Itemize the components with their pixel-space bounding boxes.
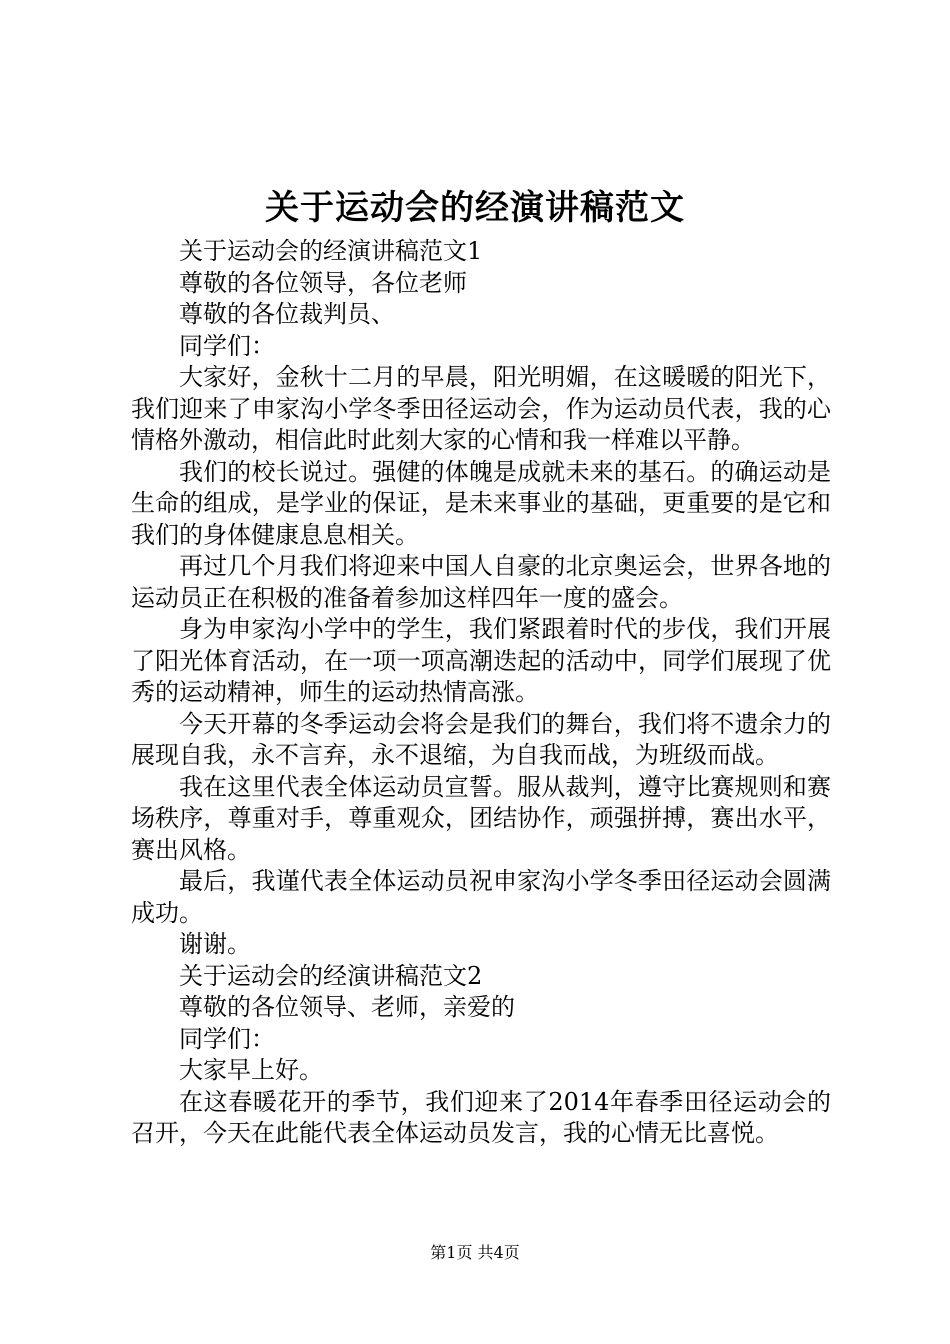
paragraph-greeting: 大家早上好。: [179, 1056, 323, 1084]
document-title: 关于运动会的经演讲稿范文: [265, 188, 685, 228]
paragraph: 我们的校长说过。强健的体魄是成就未来的基石。的确运动是生命的组成，是学业的保证，是未来事业的基础，更重要的是它和我们的身体健康息息相关。: [131, 457, 831, 549]
paragraph: 再过几个月我们将迎来中国人自豪的北京奥运会，世界各地的运动员正在积极的准备着参加这样四年一度的盛会。: [131, 552, 831, 612]
paragraph-thanks: 谢谢。: [179, 930, 251, 958]
paragraph-salutation-leaders-2: 尊敬的各位领导、老师，亲爱的: [179, 993, 515, 1021]
paragraph-heading-2: 关于运动会的经演讲稿范文2: [179, 961, 483, 990]
paragraph: 大家好，金秋十二月的早晨，阳光明媚，在这暖暖的阳光下，我们迎来了申家沟小学冬季田径运动会，作为运动员代表，我的心情格外激动，相信此时此刻大家的心情和我一样难以平静。: [131, 363, 831, 454]
paragraph: 在这春暖花开的季节，我们迎来了2014年春季田径运动会的召开，今天在此能代表全体运动员发言，我的心情无比喜悦。: [131, 1087, 831, 1147]
paragraph: 最后，我谨代表全体运动员祝申家沟小学冬季田径运动会圆满成功。: [131, 867, 831, 927]
paragraph-heading-1: 关于运动会的经演讲稿范文1: [179, 237, 483, 265]
page-footer: 第1页 共4页: [430, 1243, 520, 1262]
paragraph-salutation-leaders: 尊敬的各位领导，各位老师: [179, 268, 467, 297]
paragraph-salutation-students-2: 同学们：: [179, 1024, 275, 1053]
paragraph-salutation-referees: 尊敬的各位裁判员、: [179, 300, 395, 328]
paragraph: 今天开幕的冬季运动会将会是我们的舞台，我们将不遗余力的展现自我，永不言弃，永不退缩，为自我而战，为班级而战。: [131, 709, 831, 769]
paragraph: 身为申家沟小学中的学生，我们紧跟着时代的步伐，我们开展了阳光体育活动，在一项一项高潮迭起的活动中，同学们展现了优秀的运动精神，师生的运动热情高涨。: [131, 615, 831, 706]
paragraph-salutation-students: 同学们：: [179, 331, 275, 360]
paragraph: 我在这里代表全体运动员宣誓。服从裁判，遵守比赛规则和赛场秩序，尊重对手，尊重观众，团结协作，顽强拼搏，赛出水平，赛出风格。: [131, 772, 831, 864]
document-body: [131, 236, 831, 1150]
